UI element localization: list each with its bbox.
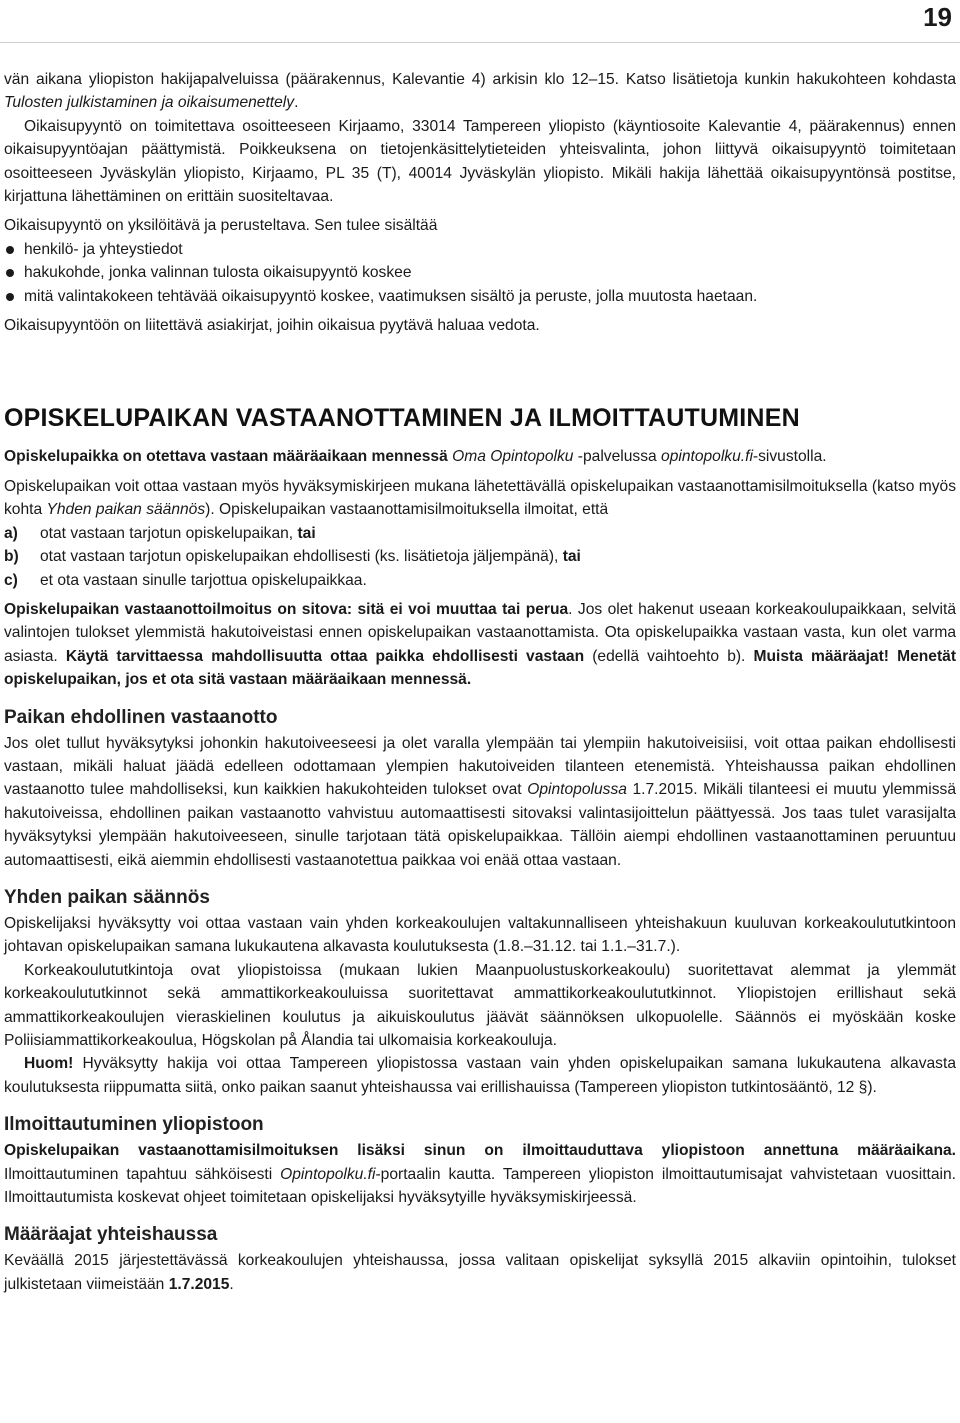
requirements-list: [4, 238, 956, 308]
deadlines-paragraph: Keväällä 2015 järjestettävässä korkeakoulujen yhteishaussa, jossa valitaan opiskelijat syksyllä 2015 alkaviin opintoihin, tulokset julkistetaan viimeistään 1.7.2015.: [4, 1252, 956, 1293]
page-header: [0, 0, 960, 43]
page-content: [4, 68, 956, 1296]
one-place-paragraph-2: Korkeakoulututkintoja ovat yliopistoissa (mukaan lukien Maanpuolustuskorkeakoulu) suoritettavat alemmat ja ylemmät korkeakoulututkinnot sekä ammattikorkeakouluissa suoritettavat ammattikorkeakoulututkinnot. Yliopistojen erillishaut sekä ammattikorkeakoulujen vieraskielinen koulutus ja aikuiskoulutus jäävät säännöksen ulkopuolelle. Säännös ei myöskään koske Poliisiammattikorkeakoulua, Högskolan på Ålandia tai ulkomaisia korkeakouluja.: [4, 961, 956, 1049]
section-title: OPISKELUPAIKAN VASTAANOTTAMINEN JA ILMOITTAUTUMINEN: [4, 404, 800, 433]
subheading-one-place: Yhden paikan säännös: [4, 886, 210, 908]
intro-paragraph-1: vän aikana yliopiston hakijapalveluissa (päärakennus, Kalevantie 4) arkisin klo 12–15. Katso lisätietoja kunkin hakukohteen kohdasta Tulosten julkistaminen ja oikaisumenettely.: [4, 71, 956, 112]
conditional-paragraph: Jos olet tullut hyväksytyksi johonkin hakutoiveeseesi ja olet varalla ylempään tai ylempiin hakutoiveisiisi, voit ottaa paikan ehdollisesti vastaan, mikäli haluat jäädä edelleen odottamaan ylempien hakutoiveiden tilanteen etenemistä. Yhteishaussa paikan ehdollinen vastaanotto tulee mahdolliseksi, kun kaikkien hakukohteiden tulokset ovat Opintopolussa 1.7.2015. Mikäli tilanteesi ei muutu ylemmissä hakutoiveissa, ehdollinen paikan vastaanotto vahvistuu automaattisesti sitovaksi valintasijoittelun päättyessä. Jos taas tulet varasijalta hyväksytyksi ylempään hakutoiveeseen, sinulle tarjotaan tätä opiskelupaikkaa. Tällöin aiempi ehdollinen vastaanottaminen peruuntuu automaattisesti, eikä aiemmin ehdollisesti vastaanotettua paikkaa voi enää ottaa vastaan.: [4, 734, 957, 869]
subheading-conditional: Paikan ehdollinen vastaanotto: [4, 706, 278, 728]
list-item: hakukohde, jonka valinnan tulosta oikaisupyyntö koskee: [4, 261, 956, 284]
intro-paragraph-2: Oikaisupyyntö on toimitettava osoitteeseen Kirjaamo, 33014 Tampereen yliopisto (käyntiosoite Kalevantie 4, päärakennus) ennen oikaisupyyntöajan päättymistä. Poikkeuksena on tietojenkäsittelytieteiden yhteisvalinta, johon liittyvä oikaisupyyntö toimitetaan osoitteeseen Jyväskylän yliopisto, Kirjaamo, PL 35 (T), 40014 Jyväskylän yliopisto. Mikäli hakija lähettää oikaisupyyntönsä postitse, kirjattuna lähettäminen on erittäin suositeltavaa.: [4, 117, 957, 206]
page-number: 19: [923, 2, 952, 32]
enrolment-paragraph: Opiskelupaikan vastaanottamisilmoituksen lisäksi sinun on ilmoittauduttava yliopistoon annettuna määräaikana. Ilmoittautuminen tapahtuu sähköisesti Opintopolku.fi-portaalin kautta. Tampereen yliopiston ilmoittautumisajat vahvistetaan vuosittain. Ilmoittautumista koskevat ohjeet toimitetaan opiskelijaksi hyväksytyille hyväksymiskirjeessä.: [4, 1142, 956, 1207]
options-list: [4, 522, 956, 592]
list-item: henkilö- ja yhteystiedot: [4, 238, 956, 261]
option-a: a) otat vastaan tarjotun opiskelupaikan, tai: [4, 524, 316, 542]
one-place-paragraph-3: Huom! Hyväksytty hakija voi ottaa Tampereen yliopistossa vastaan vain yhden opiskelupaikan samana lukukautena alkavasta koulutuksesta riippumatta siitä, onko paikan saanut yhteishaussa vai erillishauissa (Tampereen yliopiston tutkintosääntö, 12 §).: [4, 1055, 956, 1096]
list-item: mitä valintakokeen tehtävää oikaisupyyntö koskee, vaatimuksen sisältö ja peruste, jolla muutosta haetaan.: [4, 285, 956, 308]
subheading-deadlines: Määräajat yhteishaussa: [4, 1224, 218, 1246]
main-paragraph-3: Opiskelupaikan vastaanottoilmoitus on sitova: sitä ei voi muuttaa tai perua. Jos olet hakenut useaan korkeakoulupaikkaan, selvitä valintojen tulokset ylemmistä hakutoiveistasi ennen opiskelupaikan vastaanottamista. Ota opiskelupaikka vastaan vasta, kun olet varma asiasta. Käytä tarvittaessa mahdollisuutta ottaa paikka ehdollisesti vastaan (edellä vaihtoehto b). Muista määräajat! Menetät opiskelupaikan, jos et ota sitä vastaan määräaikaan mennessä.: [4, 600, 957, 689]
intro-paragraph-4: Oikaisupyyntöön on liitettävä asiakirjat, joihin oikaisua pyytävä haluaa vedota.: [4, 317, 540, 335]
option-c: c) et ota vastaan sinulle tarjottua opiskelupaikkaa.: [4, 571, 367, 589]
main-paragraph-1: Opiskelupaikka on otettava vastaan määräaikaan mennessä Oma Opintopolku -palvelussa opintopolku.fi-sivustolla.: [4, 448, 827, 466]
subheading-enrolment: Ilmoittautuminen yliopistoon: [4, 1114, 264, 1136]
intro-paragraph-3: Oikaisupyyntö on yksilöitävä ja perusteltava. Sen tulee sisältää: [4, 217, 438, 235]
one-place-paragraph-1: Opiskelijaksi hyväksytty voi ottaa vastaan vain yhden korkeakoulujen valtakunnalliseen yhteishakuun kuuluvan korkeakoulututkintoon johtavan opiskelupaikan samana lukukautena alkavasta koulutuksesta (1.8.–31.12. tai 1.1.–31.7.).: [4, 914, 956, 956]
option-b: b) otat vastaan tarjotun opiskelupaikan ehdollisesti (ks. lisätietoja jäljempänä), tai: [4, 548, 581, 566]
main-paragraph-2: Opiskelupaikan voit ottaa vastaan myös hyväksymiskirjeen mukana lähetettävällä opiskelupaikan vastaanottamisilmoituksella (katso myös kohta Yhden paikan säännös). Opiskelupaikan vastaanottamisilmoituksella ilmoitat, että: [4, 477, 956, 519]
